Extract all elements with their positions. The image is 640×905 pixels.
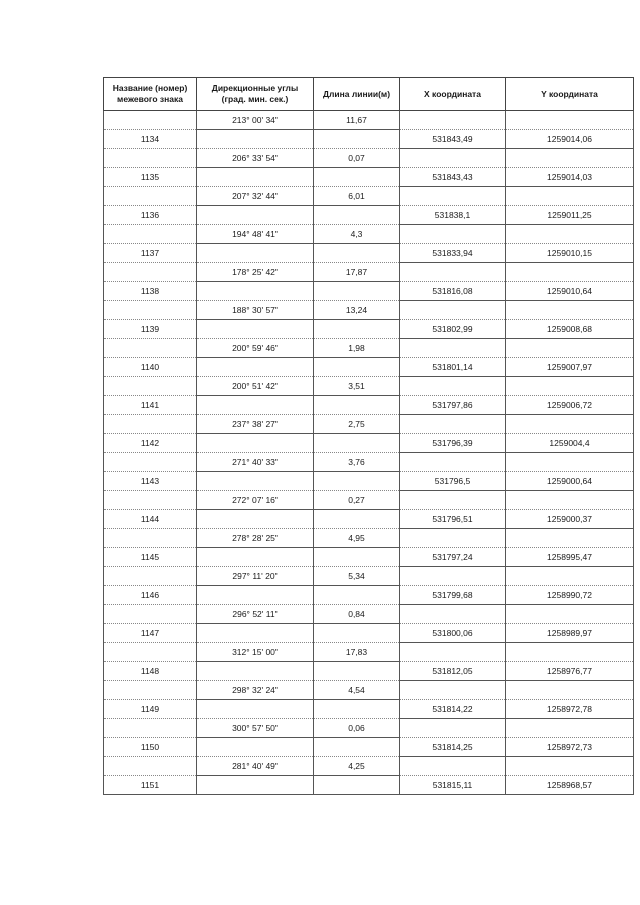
y-coordinate-cell [506, 225, 634, 244]
table-header [104, 78, 634, 111]
table-row [104, 624, 634, 643]
length-cell [314, 548, 400, 567]
point-name-cell: 1146 [104, 586, 197, 605]
angle-cell: 200° 59' 46" [197, 339, 314, 358]
x-coordinate-cell: 531812,05 [400, 662, 506, 681]
y-coordinate-cell: 1259011,25 [506, 206, 634, 225]
angle-cell [197, 282, 314, 301]
table-row [104, 776, 634, 795]
x-coordinate-cell: 531843,43 [400, 168, 506, 187]
angle-cell [197, 510, 314, 529]
y-coordinate-cell: 1259000,37 [506, 510, 634, 529]
table-row [104, 529, 634, 548]
table-row [104, 225, 634, 244]
x-coordinate-cell: 531814,25 [400, 738, 506, 757]
y-coordinate-cell [506, 149, 634, 168]
point-name-cell: 1150 [104, 738, 197, 757]
y-coordinate-cell: 1259010,64 [506, 282, 634, 301]
point-name-cell: 1138 [104, 282, 197, 301]
y-coordinate-cell [506, 605, 634, 624]
table-row [104, 415, 634, 434]
y-coordinate-cell: 1259007,97 [506, 358, 634, 377]
length-cell [314, 434, 400, 453]
length-cell: 11,67 [314, 111, 400, 130]
y-coordinate-cell [506, 187, 634, 206]
point-name-cell [104, 719, 197, 738]
table-row [104, 187, 634, 206]
x-coordinate-cell [400, 643, 506, 662]
point-name-cell [104, 567, 197, 586]
point-name-cell [104, 415, 197, 434]
y-coordinate-cell [506, 453, 634, 472]
table-row [104, 263, 634, 282]
y-coordinate-cell [506, 491, 634, 510]
x-coordinate-cell [400, 301, 506, 320]
length-cell [314, 662, 400, 681]
x-coordinate-cell [400, 149, 506, 168]
angle-cell [197, 738, 314, 757]
point-name-cell: 1139 [104, 320, 197, 339]
angle-cell: 206° 33' 54" [197, 149, 314, 168]
table-row [104, 738, 634, 757]
point-name-cell [104, 263, 197, 282]
point-name-cell [104, 111, 197, 130]
angle-cell [197, 776, 314, 795]
x-coordinate-cell: 531843,49 [400, 130, 506, 149]
table-row [104, 396, 634, 415]
table-row [104, 339, 634, 358]
x-coordinate-cell: 531838,1 [400, 206, 506, 225]
length-cell: 4,25 [314, 757, 400, 776]
x-coordinate-cell: 531797,86 [400, 396, 506, 415]
length-cell [314, 472, 400, 491]
y-coordinate-cell [506, 719, 634, 738]
length-cell [314, 396, 400, 415]
x-coordinate-cell: 531802,99 [400, 320, 506, 339]
length-cell: 4,54 [314, 681, 400, 700]
length-cell [314, 206, 400, 225]
x-coordinate-cell: 531796,51 [400, 510, 506, 529]
angle-cell: 300° 57' 50" [197, 719, 314, 738]
y-coordinate-cell [506, 529, 634, 548]
table-row [104, 168, 634, 187]
y-coordinate-cell: 1259014,03 [506, 168, 634, 187]
length-cell: 17,87 [314, 263, 400, 282]
angle-cell [197, 472, 314, 491]
table-row [104, 700, 634, 719]
angle-cell: 281° 40' 49" [197, 757, 314, 776]
table-row [104, 111, 634, 130]
y-coordinate-cell [506, 301, 634, 320]
length-cell: 0,27 [314, 491, 400, 510]
x-coordinate-cell [400, 719, 506, 738]
point-name-cell [104, 187, 197, 206]
length-cell: 4,3 [314, 225, 400, 244]
angle-cell: 207° 32' 44" [197, 187, 314, 206]
angle-cell [197, 168, 314, 187]
angle-cell [197, 586, 314, 605]
table-row [104, 301, 634, 320]
point-name-cell [104, 149, 197, 168]
length-cell: 0,07 [314, 149, 400, 168]
length-cell [314, 244, 400, 263]
x-coordinate-cell [400, 111, 506, 130]
y-coordinate-cell: 1259000,64 [506, 472, 634, 491]
header-angle: Дирекционные углы (град. мин. сек.) [197, 78, 314, 111]
header-x: X координата [400, 78, 506, 111]
angle-cell [197, 358, 314, 377]
length-cell [314, 130, 400, 149]
angle-cell: 297° 11' 20" [197, 567, 314, 586]
length-cell: 3,51 [314, 377, 400, 396]
x-coordinate-cell: 531797,24 [400, 548, 506, 567]
length-cell [314, 358, 400, 377]
y-coordinate-cell: 1258989,97 [506, 624, 634, 643]
point-name-cell: 1144 [104, 510, 197, 529]
angle-cell [197, 434, 314, 453]
y-coordinate-cell: 1258976,77 [506, 662, 634, 681]
point-name-cell: 1141 [104, 396, 197, 415]
x-coordinate-cell: 531833,94 [400, 244, 506, 263]
length-cell: 0,84 [314, 605, 400, 624]
angle-cell: 312° 15' 00" [197, 643, 314, 662]
table-row [104, 472, 634, 491]
y-coordinate-cell: 1259008,68 [506, 320, 634, 339]
y-coordinate-cell [506, 415, 634, 434]
length-cell [314, 168, 400, 187]
angle-cell [197, 396, 314, 415]
point-name-cell [104, 643, 197, 662]
point-name-cell: 1136 [104, 206, 197, 225]
angle-cell: 271° 40' 33" [197, 453, 314, 472]
point-name-cell [104, 377, 197, 396]
point-name-cell: 1149 [104, 700, 197, 719]
length-cell [314, 776, 400, 795]
table-row [104, 586, 634, 605]
table-row [104, 662, 634, 681]
table-row [104, 719, 634, 738]
y-coordinate-cell: 1258995,47 [506, 548, 634, 567]
table-row [104, 510, 634, 529]
angle-cell: 237° 38' 27" [197, 415, 314, 434]
angle-cell [197, 624, 314, 643]
table-row [104, 282, 634, 301]
x-coordinate-cell [400, 529, 506, 548]
y-coordinate-cell: 1258972,73 [506, 738, 634, 757]
y-coordinate-cell: 1258972,78 [506, 700, 634, 719]
x-coordinate-cell: 531796,5 [400, 472, 506, 491]
y-coordinate-cell: 1259004,4 [506, 434, 634, 453]
point-name-cell: 1140 [104, 358, 197, 377]
point-name-cell: 1151 [104, 776, 197, 795]
point-name-cell: 1134 [104, 130, 197, 149]
table-row [104, 244, 634, 263]
length-cell [314, 510, 400, 529]
length-cell: 6,01 [314, 187, 400, 206]
x-coordinate-cell [400, 453, 506, 472]
angle-cell: 298° 32' 24" [197, 681, 314, 700]
coordinates-table [103, 77, 634, 795]
length-cell [314, 624, 400, 643]
x-coordinate-cell [400, 567, 506, 586]
length-cell: 0,06 [314, 719, 400, 738]
angle-cell [197, 206, 314, 225]
point-name-cell [104, 339, 197, 358]
y-coordinate-cell: 1259014,06 [506, 130, 634, 149]
angle-cell: 200° 51' 42" [197, 377, 314, 396]
y-coordinate-cell [506, 377, 634, 396]
y-coordinate-cell [506, 567, 634, 586]
point-name-cell [104, 453, 197, 472]
x-coordinate-cell [400, 339, 506, 358]
table-row [104, 681, 634, 700]
table-row [104, 320, 634, 339]
y-coordinate-cell [506, 263, 634, 282]
table-row [104, 757, 634, 776]
point-name-cell: 1145 [104, 548, 197, 567]
point-name-cell: 1142 [104, 434, 197, 453]
length-cell: 1,98 [314, 339, 400, 358]
length-cell [314, 320, 400, 339]
table-row [104, 377, 634, 396]
length-cell [314, 700, 400, 719]
header-name: Название (номер) межевого знака [104, 78, 197, 111]
table-row [104, 491, 634, 510]
angle-cell [197, 700, 314, 719]
point-name-cell [104, 529, 197, 548]
x-coordinate-cell: 531816,08 [400, 282, 506, 301]
y-coordinate-cell [506, 643, 634, 662]
point-name-cell: 1137 [104, 244, 197, 263]
angle-cell: 194° 48' 41" [197, 225, 314, 244]
angle-cell [197, 320, 314, 339]
x-coordinate-cell: 531796,39 [400, 434, 506, 453]
point-name-cell: 1147 [104, 624, 197, 643]
length-cell [314, 738, 400, 757]
y-coordinate-cell [506, 757, 634, 776]
x-coordinate-cell: 531799,68 [400, 586, 506, 605]
y-coordinate-cell: 1259006,72 [506, 396, 634, 415]
table-row [104, 434, 634, 453]
table-row [104, 130, 634, 149]
x-coordinate-cell [400, 681, 506, 700]
angle-cell: 272° 07' 16" [197, 491, 314, 510]
table-row [104, 453, 634, 472]
table-row [104, 358, 634, 377]
point-name-cell [104, 491, 197, 510]
length-cell [314, 586, 400, 605]
length-cell: 5,34 [314, 567, 400, 586]
header-row [104, 78, 634, 111]
table-body [104, 111, 634, 795]
table-row [104, 548, 634, 567]
angle-cell: 188° 30' 57" [197, 301, 314, 320]
x-coordinate-cell [400, 757, 506, 776]
x-coordinate-cell: 531815,11 [400, 776, 506, 795]
angle-cell: 296° 52' 11" [197, 605, 314, 624]
table-row [104, 149, 634, 168]
header-length: Длина линии(м) [314, 78, 400, 111]
length-cell: 2,75 [314, 415, 400, 434]
y-coordinate-cell [506, 681, 634, 700]
table-row [104, 206, 634, 225]
table-row [104, 643, 634, 662]
x-coordinate-cell: 531801,14 [400, 358, 506, 377]
x-coordinate-cell [400, 225, 506, 244]
table-row [104, 567, 634, 586]
y-coordinate-cell: 1258990,72 [506, 586, 634, 605]
angle-cell [197, 244, 314, 263]
x-coordinate-cell [400, 605, 506, 624]
angle-cell: 178° 25' 42" [197, 263, 314, 282]
y-coordinate-cell: 1259010,15 [506, 244, 634, 263]
point-name-cell [104, 757, 197, 776]
length-cell: 4,95 [314, 529, 400, 548]
angle-cell: 278° 28' 25" [197, 529, 314, 548]
x-coordinate-cell [400, 377, 506, 396]
x-coordinate-cell [400, 263, 506, 282]
point-name-cell: 1148 [104, 662, 197, 681]
length-cell: 3,76 [314, 453, 400, 472]
point-name-cell [104, 681, 197, 700]
table-row [104, 605, 634, 624]
y-coordinate-cell [506, 111, 634, 130]
angle-cell [197, 548, 314, 567]
point-name-cell [104, 301, 197, 320]
angle-cell [197, 130, 314, 149]
point-name-cell [104, 605, 197, 624]
x-coordinate-cell [400, 415, 506, 434]
angle-cell: 213° 00' 34" [197, 111, 314, 130]
length-cell: 13,24 [314, 301, 400, 320]
point-name-cell [104, 225, 197, 244]
point-name-cell: 1143 [104, 472, 197, 491]
point-name-cell: 1135 [104, 168, 197, 187]
x-coordinate-cell: 531814,22 [400, 700, 506, 719]
x-coordinate-cell: 531800,06 [400, 624, 506, 643]
length-cell [314, 282, 400, 301]
x-coordinate-cell [400, 491, 506, 510]
header-y: Y координата [506, 78, 634, 111]
y-coordinate-cell: 1258968,57 [506, 776, 634, 795]
x-coordinate-cell [400, 187, 506, 206]
length-cell: 17,83 [314, 643, 400, 662]
y-coordinate-cell [506, 339, 634, 358]
angle-cell [197, 662, 314, 681]
